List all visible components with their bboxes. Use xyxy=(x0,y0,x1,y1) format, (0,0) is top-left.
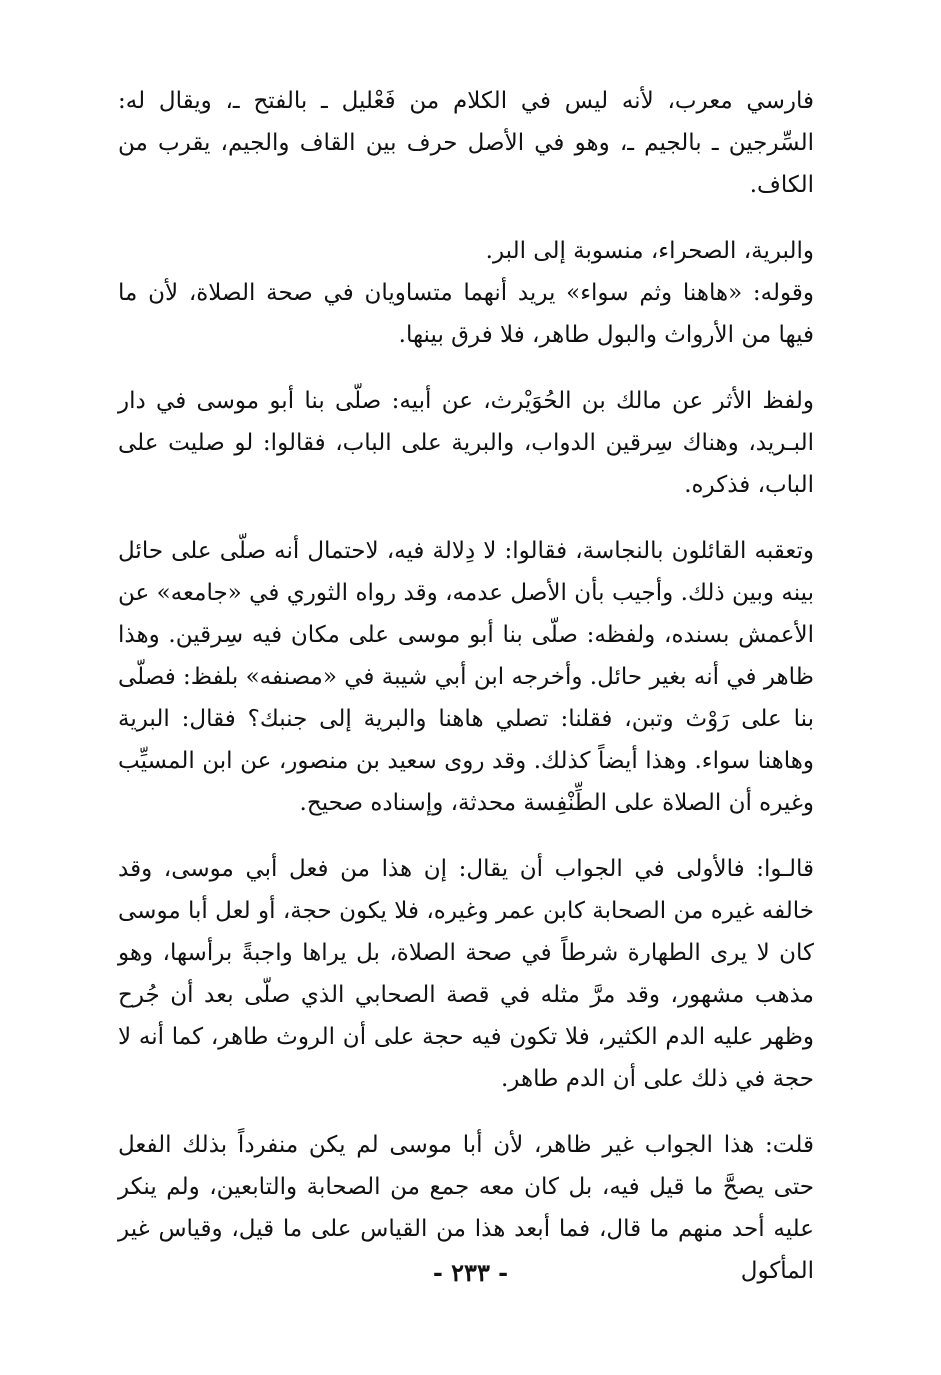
paragraph-1: فارسي معرب، لأنه ليس في الكلام من فَعْليل ـ بالفتح ـ، ويقال له: السِّرجين ـ بالجيم ـ، وهو في الأصل حرف بين القاف والجيم، يقرب من الكاف. xyxy=(118,88,814,198)
paragraph-2: والبرية، الصحراء، منسوبة إلى البر. xyxy=(485,238,814,264)
page-body xyxy=(118,80,814,1292)
paragraph-7: قلت: هذا الجواب غير ظاهر، لأن أبا موسى لم يكن منفرداً بذلك الفعل حتى يصحَّ ما قيل فيه، بل كان معه جمع من الصحابة والتابعين، ولم ينكر عليه أحد منهم ما قال، فما أبعد هذا من القياس على ما قيل، وقياس غير المأكول xyxy=(118,1132,814,1284)
paragraph-3: وقوله: «هاهنا وثم سواء» يريد أنهما متساويان في صحة الصلاة، لأن ما فيها من الأرواث والبول طاهر، فلا فرق بينها. xyxy=(118,280,814,348)
paragraph-5: وتعقبه القائلون بالنجاسة، فقالوا: لا دِلالة فيه، لاحتمال أنه صلّى على حائل بينه وبين ذلك. وأجيب بأن الأصل عدمه، وقد رواه الثوري في «جامعه» عن الأعمش بسنده، ولفظه: صلّى بنا أبو موسى على مكان فيه سِرقين. وهذا ظاهر في أنه بغير حائل. وأخرجه ابن أبي شيبة في «مصنفه» بلفظ: فصلّى بنا على رَوْث وتبن، فقلنا: تصلي هاهنا والبرية إلى جنبك؟ فقال: البرية وهاهنا سواء. وهذا أيضاً كذلك. وقد روى سعيد بن منصور، عن ابن المسيِّب وغيره أن الصلاة على الطِّنْفِسة محدثة، وإسناده صحيح. xyxy=(118,538,814,816)
paragraph-4: ولفظ الأثر عن مالك بن الحُوَيْرث، عن أبيه: صلّى بنا أبو موسى في دار البـريد، وهناك سِرقين الدواب، والبرية على الباب، فقالوا: لو صليت على الباب، فذكره. xyxy=(118,388,814,498)
paragraph-6: قالـوا: فالأولى في الجواب أن يقال: إن هذا من فعل أبي موسى، وقد خالفه غيره من الصحابة كابن عمر وغيره، فلا يكون حجة، أو لعل أبا موسى كان لا يرى الطهارة شرطاً في صحة الصلاة، بل يراها واجبةً برأسها، وهو مذهب مشهور، وقد مرَّ مثله في قصة الصحابي الذي صلّى بعد أن جُرح وظهر عليه الدم الكثير، فلا تكون فيه حجة على أن الروث طاهر، كما أنه لا حجة في ذلك على أن الدم طاهر. xyxy=(118,856,814,1092)
page-number: - ٢٣٣ - xyxy=(432,1258,509,1287)
